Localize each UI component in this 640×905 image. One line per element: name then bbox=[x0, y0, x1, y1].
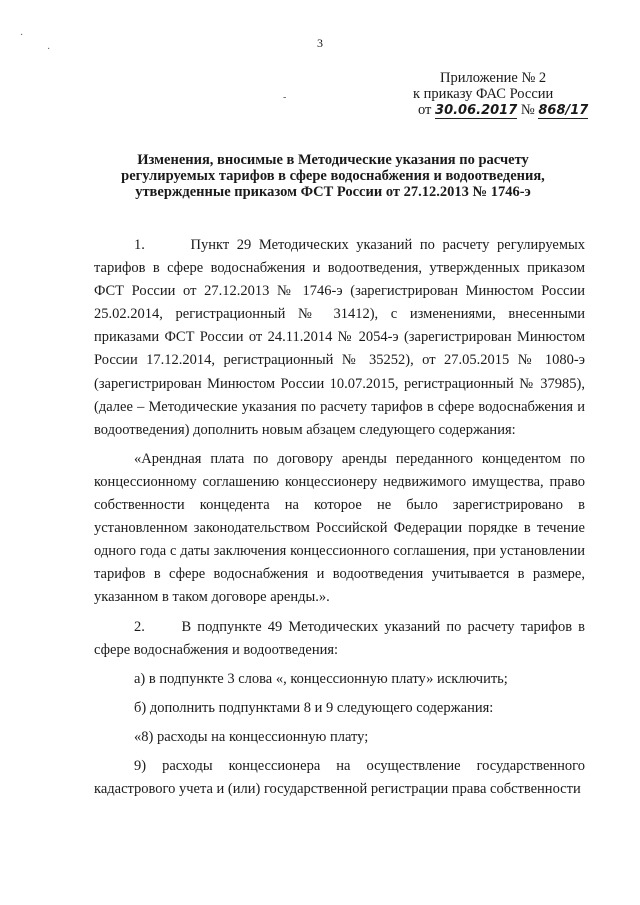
scan-speck: · bbox=[47, 44, 51, 55]
title-line-3: утвержденные приказом ФСТ России от 27.12.2013 № 1746-э bbox=[135, 184, 531, 200]
paragraph-subitem-8: «8) расходы на концессионную плату; bbox=[134, 728, 369, 745]
appendix-from-label: от bbox=[418, 102, 432, 118]
appendix-date-number bbox=[380, 102, 610, 119]
page-number: 3 bbox=[317, 36, 323, 50]
paragraph-subitem-b: б) дополнить подпунктами 8 и 9 следующего содержания: bbox=[134, 699, 494, 716]
document-body bbox=[94, 234, 589, 801]
appendix-label: Приложение № 2 bbox=[440, 70, 547, 86]
handwritten-number: 868/17 bbox=[538, 103, 589, 118]
scan-speck: ‑ bbox=[283, 92, 287, 103]
title-line-2: регулируемых тарифов в сфере водоснабжения и водоотведения, bbox=[121, 168, 545, 184]
appendix-order-ref: к приказу ФАС России bbox=[413, 86, 554, 102]
paragraph-subitem-9: 9) расходы концессионера на осуществление государственного кадастрового учета и (или) государственной регистрации права собственности bbox=[94, 757, 585, 798]
title-line-1: Изменения, вносимые в Методические указания по расчету bbox=[137, 152, 529, 168]
appendix-header bbox=[380, 70, 610, 119]
number-sign: № bbox=[520, 102, 535, 118]
paragraph-item-2: 2. В подпункте 49 Методических указаний по расчету тарифов в сфере водоснабжения и водоотведения: bbox=[94, 618, 589, 658]
handwritten-date: 30.06.2017 bbox=[435, 103, 518, 118]
document-title bbox=[118, 152, 548, 200]
paragraph-quote: «Арендная плата по договору аренды переданного концедентом по концессионному соглашению концессионеру недвижимого имущества, право собственности концедента на которое не было зарегистрировано в установленном законодательством Российской Федерации порядке в течение одного года с даты заключения концессионного соглашения, при установлении тарифов в сфере водоснабжения и водоотведения учитывается в размере, указанном в таком договоре аренды.». bbox=[94, 450, 585, 606]
paragraph-item-1: 1. Пункт 29 Методических указаний по расчету регулируемых тарифов в сфере водоснабжения и водоотведения, утвержденных приказом ФСТ России от 27.12.2013 № 1746-э (зарегистрирован Минюстом России 25.02.2014, регистрационный № 31412), с изменениями, внесенными приказами ФСТ России от 24.11.2014 № 2054-э (зарегистрирован Минюстом России 17.12.2014, регистрационный № 35252), от 27.05.2015 № 1080-э (зарегистрирован Минюстом России 10.07.2015, регистрационный № 37985), (далее – Методические указания по расчету тарифов в сфере водоснабжения и водоотведения) дополнить новым абзацем следующего содержания: bbox=[94, 237, 589, 438]
scan-speck: · bbox=[20, 30, 24, 41]
paragraph-subitem-a: а) в подпункте 3 слова «, концессионную плату» исключить; bbox=[134, 670, 508, 687]
